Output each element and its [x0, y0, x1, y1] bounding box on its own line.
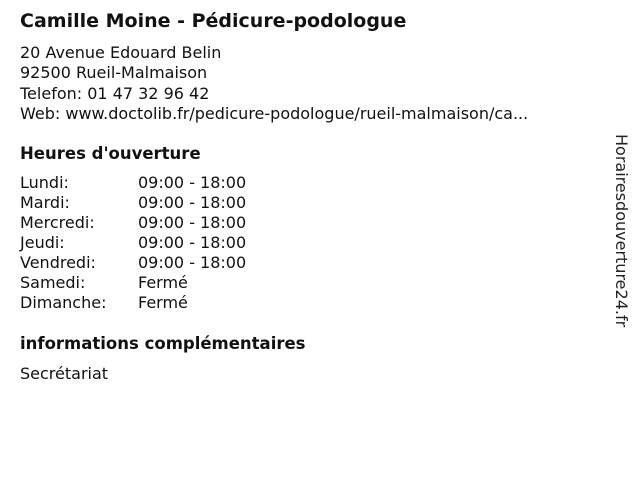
- hours-time: Fermé: [138, 293, 188, 312]
- address-street: 20 Avenue Edouard Belin: [20, 43, 222, 62]
- address-city: 92500 Rueil-Malmaison: [20, 63, 208, 83]
- hours-time: 09:00 - 18:00: [138, 233, 247, 252]
- business-title: Camille Moine - Pédicure-podologue: [20, 10, 407, 32]
- hours-time: 09:00 - 18:00: [138, 193, 247, 212]
- hours-time: 09:00 - 18:00: [138, 213, 247, 232]
- additional-info-text: Secrétariat: [20, 364, 109, 383]
- hours-time: Fermé: [138, 273, 188, 292]
- hours-day: Vendredi:: [20, 253, 96, 272]
- hours-time: 09:00 - 18:00: [138, 173, 247, 192]
- address-block: [20, 43, 528, 124]
- site-watermark: [610, 134, 634, 348]
- additional-info-heading: informations complémentaires: [20, 334, 306, 353]
- hours-time: 09:00 - 18:00: [138, 253, 247, 272]
- hours-day: Lundi:: [20, 173, 69, 192]
- phone-number: Telefon: 01 47 32 96 42: [20, 83, 210, 103]
- opening-hours-heading: Heures d'ouverture: [20, 144, 201, 163]
- hours-day: Mardi:: [20, 193, 70, 212]
- hours-day: Mercredi:: [20, 213, 95, 232]
- hours-day: Dimanche:: [20, 293, 107, 312]
- hours-day: Samedi:: [20, 273, 86, 292]
- hours-day: Jeudi:: [20, 233, 65, 252]
- watermark-text: Horairesdouverture24.fr: [612, 134, 631, 328]
- website-link[interactable]: Web: www.doctolib.fr/pedicure-podologue/rueil-malmaison/ca...: [20, 103, 529, 123]
